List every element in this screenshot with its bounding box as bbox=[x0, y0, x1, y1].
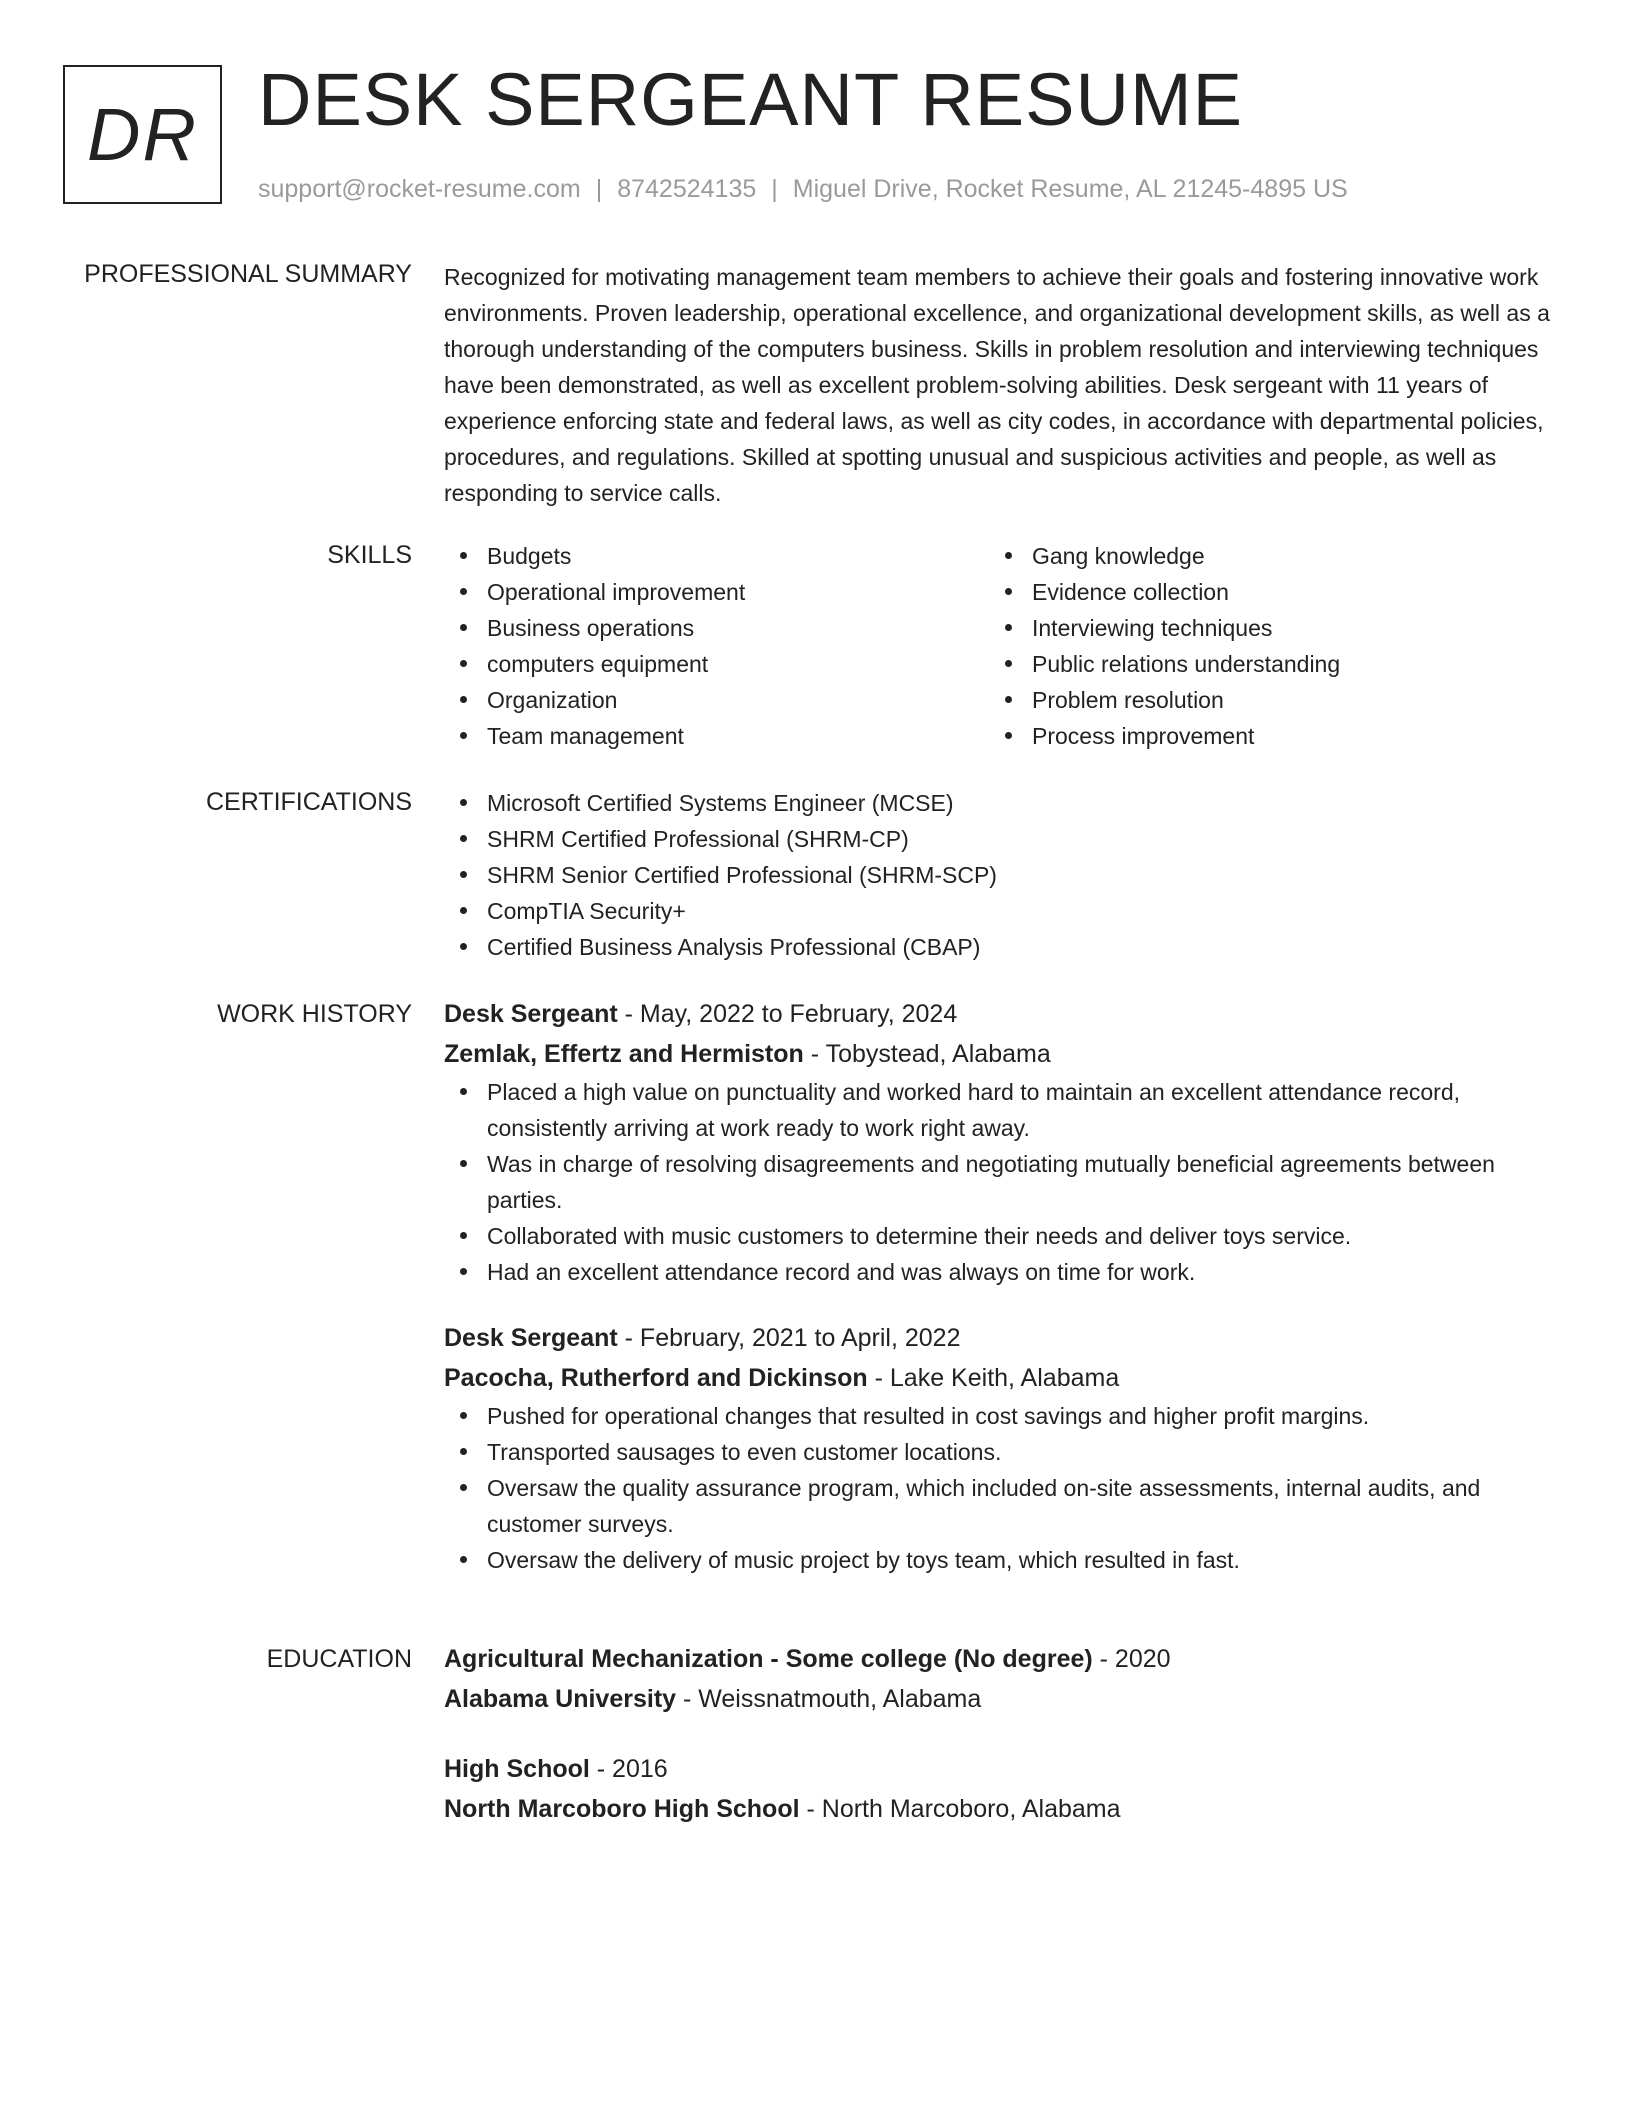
section-label-certifications: CERTIFICATIONS bbox=[205, 788, 412, 816]
job-title-line bbox=[444, 994, 1564, 1034]
education-entry bbox=[444, 1749, 1564, 1829]
contact-separator: | bbox=[771, 175, 778, 203]
certification-item: Microsoft Certified Systems Engineer (MCSE) bbox=[444, 785, 1564, 821]
skill-item: Team management bbox=[444, 718, 989, 754]
education-degree: Agricultural Mechanization - Some college (No degree) bbox=[444, 1645, 1093, 1673]
education-school: North Marcoboro High School bbox=[444, 1795, 800, 1823]
job-dates: - February, 2021 to April, 2022 bbox=[617, 1324, 961, 1352]
certifications-list bbox=[444, 785, 1564, 965]
job-bullet: Pushed for operational changes that resulted in cost savings and higher profit margins. bbox=[444, 1398, 1564, 1434]
skill-item: Budgets bbox=[444, 538, 989, 574]
job-bullet: Had an excellent attendance record and was always on time for work. bbox=[444, 1254, 1564, 1290]
job-entry bbox=[444, 1318, 1564, 1578]
job-company-line bbox=[444, 1358, 1564, 1398]
job-role: Desk Sergeant bbox=[444, 1000, 618, 1028]
summary-body bbox=[444, 259, 1564, 511]
certification-item: Certified Business Analysis Professional (CBAP) bbox=[444, 929, 1564, 965]
skill-item: Gang knowledge bbox=[989, 538, 1534, 574]
skill-item: Business operations bbox=[444, 610, 989, 646]
contact-separator: | bbox=[595, 175, 603, 203]
monogram: DR bbox=[63, 65, 222, 204]
skills-columns bbox=[444, 538, 1564, 754]
education-location: - North Marcoboro, Alabama bbox=[799, 1795, 1121, 1823]
section-label-work-history: WORK HISTORY bbox=[217, 1000, 412, 1028]
job-entry bbox=[444, 994, 1564, 1290]
contact-line bbox=[258, 172, 1348, 206]
contact-phone: 8742524135 bbox=[617, 175, 757, 203]
education-school-line bbox=[444, 1679, 1564, 1719]
education-degree-line bbox=[444, 1639, 1564, 1679]
summary-text: Recognized for motivating management team members to achieve their goals and fostering innovative work environments. Proven leadership, operational excellence, and organizational development skills, as well as a thorough understanding of the computers business. Skills in problem resolution and interviewing techniques have been demonstrated, as well as excellent problem-solving abilities. Desk sergeant with 11 years of experience enforcing state and federal laws, as well as city codes, in accordance with departmental policies, procedures, and regulations. Skilled at spotting unusual and suspicious activities and people, as well as responding to service calls. bbox=[444, 264, 1550, 506]
section-label-skills: SKILLS bbox=[327, 541, 412, 569]
job-dates: - May, 2022 to February, 2024 bbox=[617, 1000, 958, 1028]
education-school-line bbox=[444, 1789, 1564, 1829]
job-bullet: Oversaw the quality assurance program, which included on-site assessments, internal audits, and customer surveys. bbox=[444, 1470, 1564, 1542]
education-body bbox=[444, 1639, 1564, 1829]
skills-list-right bbox=[989, 538, 1534, 754]
education-location: - Weissnatmouth, Alabama bbox=[676, 1685, 982, 1713]
job-bullet: Oversaw the delivery of music project by toys team, which resulted in fast. bbox=[444, 1542, 1564, 1578]
skill-item: Public relations understanding bbox=[989, 646, 1534, 682]
skill-item: Operational improvement bbox=[444, 574, 989, 610]
resume-title: DESK SERGEANT RESUME bbox=[258, 58, 1243, 141]
skill-item: Evidence collection bbox=[989, 574, 1534, 610]
skills-list-left bbox=[444, 538, 989, 754]
skill-item: Interviewing techniques bbox=[989, 610, 1534, 646]
certification-item: CompTIA Security+ bbox=[444, 893, 1564, 929]
education-degree: High School bbox=[444, 1755, 590, 1783]
section-label-education: EDUCATION bbox=[266, 1645, 412, 1673]
job-location: - Lake Keith, Alabama bbox=[867, 1364, 1120, 1392]
education-year: - 2016 bbox=[589, 1755, 668, 1783]
job-bullet: Was in charge of resolving disagreements and negotiating mutually beneficial agreements between parties. bbox=[444, 1146, 1564, 1218]
certification-item: SHRM Certified Professional (SHRM-CP) bbox=[444, 821, 1564, 857]
job-location: - Tobystead, Alabama bbox=[803, 1040, 1051, 1068]
job-bullet: Collaborated with music customers to determine their needs and deliver toys service. bbox=[444, 1218, 1564, 1254]
job-bullet: Placed a high value on punctuality and worked hard to maintain an excellent attendance record, consistently arriving at work ready to work right away. bbox=[444, 1074, 1564, 1146]
work-history-body bbox=[444, 994, 1564, 1578]
education-entry bbox=[444, 1639, 1564, 1719]
job-bullets bbox=[444, 1074, 1564, 1290]
section-label-summary: PROFESSIONAL SUMMARY bbox=[84, 260, 412, 288]
job-company: Zemlak, Effertz and Hermiston bbox=[444, 1040, 804, 1068]
education-school: Alabama University bbox=[444, 1685, 677, 1713]
skill-item: Process improvement bbox=[989, 718, 1534, 754]
certifications-body bbox=[444, 785, 1564, 965]
certification-item: SHRM Senior Certified Professional (SHRM-SCP) bbox=[444, 857, 1564, 893]
contact-address: Miguel Drive, Rocket Resume, AL 21245-4895 US bbox=[792, 175, 1348, 203]
job-bullets bbox=[444, 1398, 1564, 1578]
contact-email: support@rocket-resume.com bbox=[258, 175, 581, 203]
job-company: Pacocha, Rutherford and Dickinson bbox=[444, 1364, 868, 1392]
education-degree-line bbox=[444, 1749, 1564, 1789]
job-role: Desk Sergeant bbox=[444, 1324, 618, 1352]
education-year: - 2020 bbox=[1092, 1645, 1171, 1673]
job-company-line bbox=[444, 1034, 1564, 1074]
job-bullet: Transported sausages to even customer locations. bbox=[444, 1434, 1564, 1470]
skill-item: computers equipment bbox=[444, 646, 989, 682]
job-title-line bbox=[444, 1318, 1564, 1358]
skill-item: Organization bbox=[444, 682, 989, 718]
skill-item: Problem resolution bbox=[989, 682, 1534, 718]
